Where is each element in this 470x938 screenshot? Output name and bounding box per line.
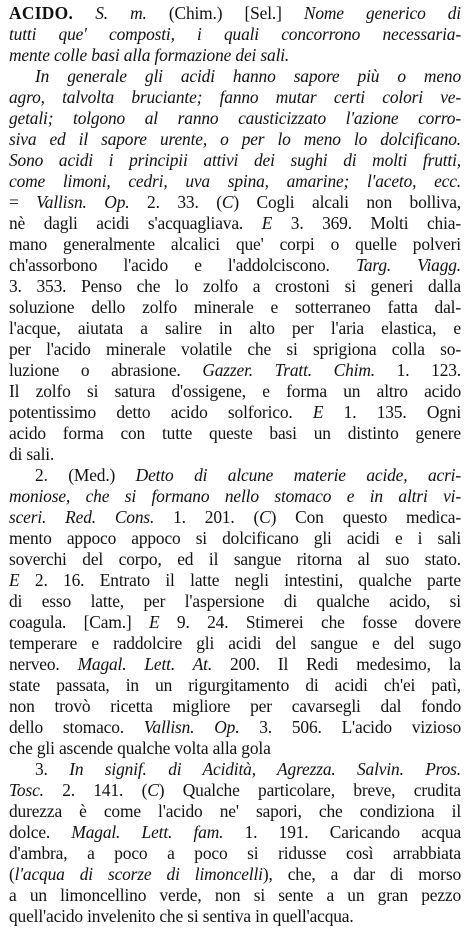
- text-line: [9, 171, 461, 192]
- entry-paragraph: [9, 759, 461, 927]
- italic-run: In signif. di Acidità, Agrezza. Salvin. Pros.: [69, 759, 461, 779]
- text-run: 2. 141. (: [43, 780, 148, 800]
- italic-run: sceri. Red. Cons.: [9, 507, 155, 527]
- text-run: =: [9, 192, 37, 212]
- italic-run: come limoni, cedri, uva spina, amarine; l'aceto, ecc.: [9, 171, 461, 191]
- text-run: 1. 201. (: [154, 507, 260, 527]
- text-run: 1. 135. Ogni: [323, 402, 461, 422]
- text-line: [9, 843, 461, 864]
- text-run: di sali.: [9, 444, 55, 464]
- text-run: 1. 123.: [374, 360, 461, 380]
- text-run: 2. 33. (: [129, 192, 222, 212]
- text-line: [9, 297, 461, 318]
- text-run: 2. 16. Entrato il latte negli intestini, qualche parte: [19, 570, 461, 590]
- text-line: [9, 906, 461, 927]
- text-line: [9, 696, 461, 717]
- italic-run: Nome generico di: [303, 3, 461, 23]
- italic-run: getali; tolgono al ranno causticizzato l'azione corro-: [9, 108, 461, 128]
- text-run: coagula. [Cam.]: [9, 612, 149, 632]
- text-line: [9, 234, 461, 255]
- text-run: ch'assorbono l'acido e l'addolciscono.: [9, 255, 356, 275]
- text-line: [9, 717, 461, 738]
- text-run: (: [9, 864, 15, 884]
- italic-run: Magal. Lett. fam.: [71, 822, 224, 842]
- text-line: [9, 87, 461, 108]
- text-run: (Chim.) [Sel.]: [146, 3, 304, 23]
- text-line: [9, 864, 461, 885]
- text-line: [9, 507, 461, 528]
- text-line: [9, 402, 461, 423]
- text-run: ) Qualche particolare, breve, crudita: [158, 780, 461, 800]
- text-run: a un limoncellino verde, non si sente a un gran pezzo: [9, 885, 461, 905]
- italic-run: Tosc.: [9, 780, 44, 800]
- text-line: [9, 255, 461, 276]
- text-run: [73, 3, 95, 23]
- text-run: per l'acido minerale volatile che si sprigiona colla so-: [9, 339, 461, 359]
- text-run: state passata, in un rigurgitamento di acidi ch'ei patì,: [9, 675, 461, 695]
- entry-paragraph: [9, 465, 461, 759]
- text-line: [9, 129, 461, 150]
- italic-run: Sono acidi i principii attivi dei sughi di molti frutti,: [9, 150, 461, 170]
- italic-run: In generale gli acidi hanno sapore più o meno: [35, 66, 461, 86]
- text-run: d'ambra, a poco a poco si ridusse così arrabbiata: [9, 843, 461, 863]
- italic-run: mente colle basi alla formazione dei sali.: [9, 45, 290, 65]
- text-line: [9, 780, 461, 801]
- text-run: ) Cogli alcali non bolliva,: [233, 192, 461, 212]
- text-run: non trovò ricetta migliore per cavarsegli dal fondo: [9, 696, 461, 716]
- text-run: 9. 24. Stimerei che fosse dovere: [159, 612, 461, 632]
- entry-paragraph: [9, 3, 461, 66]
- text-line: [9, 759, 461, 780]
- italic-run: C: [221, 192, 234, 212]
- text-line: [9, 276, 461, 297]
- text-run: ) Con questo medica-: [270, 507, 461, 527]
- text-line: [9, 150, 461, 171]
- italic-run: Magal. Lett. At.: [77, 654, 213, 674]
- italic-run: C: [259, 507, 271, 527]
- italic-run: C: [147, 780, 159, 800]
- text-line: [9, 381, 461, 402]
- text-run: soluzione dello zolfo minerale e sotterraneo fatta dal-: [9, 297, 461, 317]
- text-run: acido forma con tutte queste basi un distinto genere: [9, 423, 461, 443]
- text-run: luzione o abrasione.: [9, 360, 203, 380]
- text-line: [9, 591, 461, 612]
- text-run: soverchi del corpo, ed il sangue ritorna al suo stato.: [9, 549, 461, 569]
- text-run: 1. 191. Caricando acqua: [223, 822, 461, 842]
- text-run: 2. (Med.): [35, 465, 136, 485]
- italic-run: siva ed il sapore urente, o per lo meno lo dolcificano.: [9, 129, 461, 149]
- text-run: quell'acido invelenito che si sentiva in quell'acqua.: [9, 906, 354, 926]
- text-run: mento appoco appoco si dolcificano gli acidi e i sali: [9, 528, 461, 548]
- italic-run: Vallisn. Op.: [143, 717, 240, 737]
- italic-run: Gazzer. Tratt. Chim.: [202, 360, 375, 380]
- italic-run: moniose, che si formano nello stomaco e in altri vi-: [9, 486, 461, 506]
- text-line: [9, 486, 461, 507]
- italic-run: Vallisn. Op.: [36, 192, 130, 212]
- text-run: 3. 369. Molti chia-: [272, 213, 461, 233]
- text-line: [9, 318, 461, 339]
- italic-run: l'acqua di scorze di limoncelli: [14, 864, 263, 884]
- italic-run: S. m.: [95, 3, 147, 23]
- text-run: dello stomaco.: [9, 717, 144, 737]
- text-run: nerveo.: [9, 654, 78, 674]
- text-line: [9, 24, 461, 45]
- text-run: mano generalmente alcalici que' corpi o quelle polveri: [9, 234, 461, 254]
- text-line: [9, 66, 461, 87]
- headword: ACIDO.: [9, 3, 74, 23]
- text-run: Il zolfo si satura d'ossigene, e forma un altro acido: [9, 381, 461, 401]
- italic-run: Detto di alcune materie acide, acri-: [135, 465, 461, 485]
- text-run: 200. Il Redi medesimo, la: [212, 654, 461, 674]
- text-run: potentissimo detto acido solforico.: [9, 402, 313, 422]
- text-run: dolce.: [9, 822, 72, 842]
- text-line: [9, 360, 461, 381]
- italic-run: E: [9, 570, 20, 590]
- text-run: l'acque, aiutata a salire in alto per l'aria elastica, e: [9, 318, 461, 338]
- text-line: [9, 444, 461, 465]
- text-run: ), che, a dar di morso: [262, 864, 461, 884]
- text-line: [9, 192, 461, 213]
- text-line: [9, 633, 461, 654]
- text-line: [9, 570, 461, 591]
- italic-run: tutti que' composti, i quali concorrono necessaria-: [9, 24, 461, 44]
- entry-paragraph: [9, 66, 461, 465]
- text-line: [9, 423, 461, 444]
- text-run: 3. 353. Penso che lo zolfo a crostoni si generi dalla: [9, 276, 461, 296]
- text-run: nè dagli acidi s'acquagliava.: [9, 213, 262, 233]
- text-run: durezza è come l'acido ne' sapori, che condiziona il: [9, 801, 461, 821]
- text-run: 3. 506. L'acido vizioso: [239, 717, 461, 737]
- text-run: temperare e raddolcire gli acidi del sangue e del sugo: [9, 633, 461, 653]
- text-line: [9, 528, 461, 549]
- text-line: [9, 213, 461, 234]
- text-line: [9, 465, 461, 486]
- text-run: di esso latte, per l'aspersione di qualche acido, si: [9, 591, 461, 611]
- italic-run: Targ. Viagg.: [355, 255, 461, 275]
- italic-run: agro, talvolta bruciante; fanno mutar certi colori ve-: [9, 87, 461, 107]
- text-line: [9, 801, 461, 822]
- text-line: [9, 339, 461, 360]
- text-line: [9, 675, 461, 696]
- text-line: [9, 654, 461, 675]
- text-line: [9, 549, 461, 570]
- italic-run: E: [149, 612, 160, 632]
- text-line: [9, 108, 461, 129]
- italic-run: E: [261, 213, 273, 233]
- text-line: [9, 45, 461, 66]
- text-line: [9, 885, 461, 906]
- text-line: [9, 3, 461, 24]
- text-line: [9, 822, 461, 843]
- text-line: [9, 738, 461, 759]
- text-line: [9, 612, 461, 633]
- text-run: 3.: [35, 759, 70, 779]
- text-run: che gli ascende qualche volta alla gola: [9, 738, 271, 758]
- italic-run: E: [312, 402, 324, 422]
